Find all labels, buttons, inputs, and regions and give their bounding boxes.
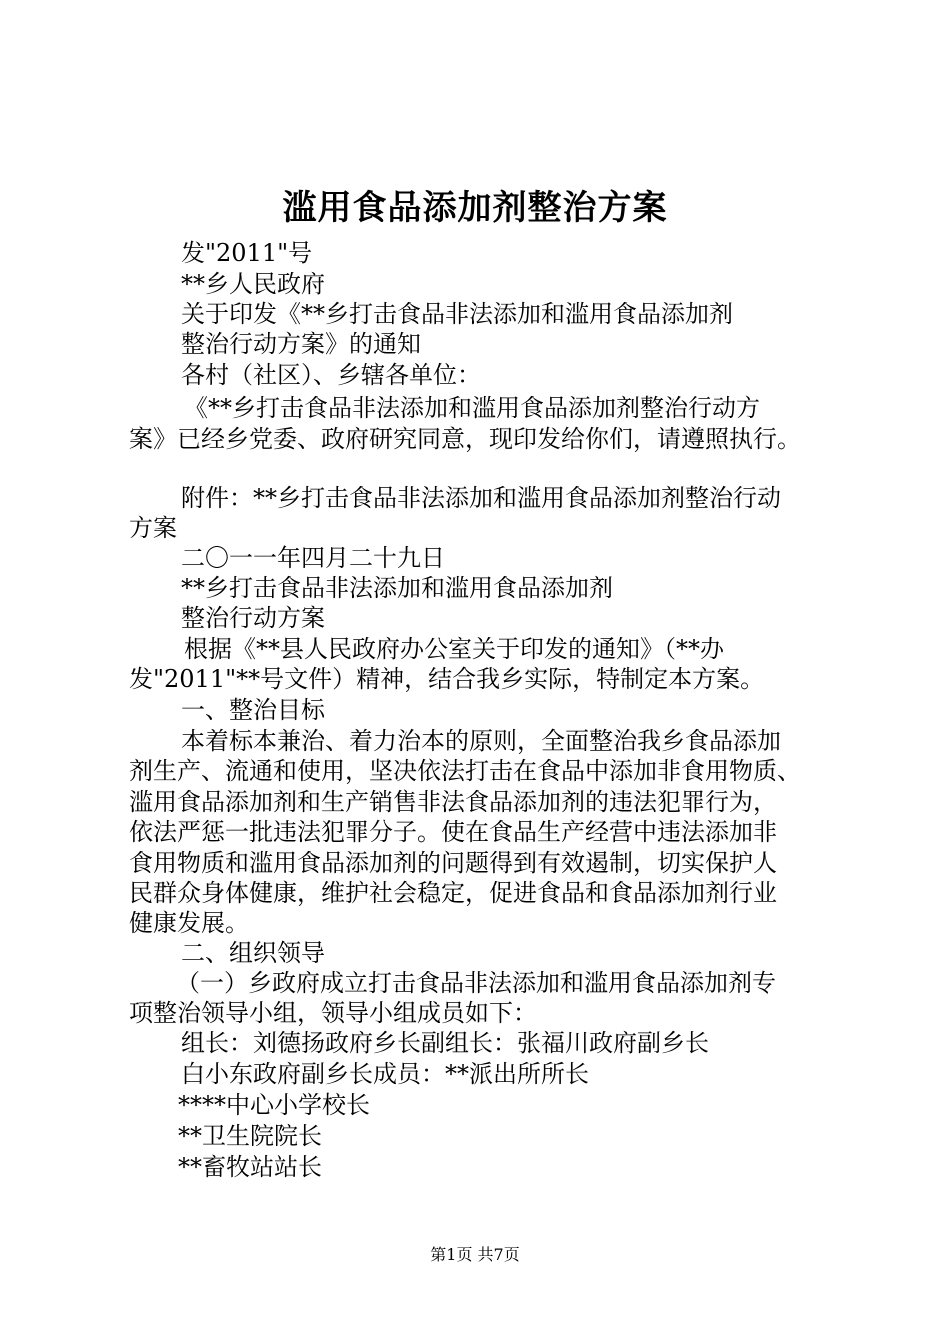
- goal-para-line: 民群众身体健康，维护社会稳定，促进食品和食品添加剂行业: [129, 879, 777, 907]
- doc-number: 发"2011"号: [181, 239, 313, 267]
- page-number-footer: 第1页 共7页: [430, 1245, 520, 1264]
- goal-para-line: 本着标本兼治、着力治本的原则，全面整治我乡食品添加: [181, 727, 781, 755]
- goal-para-line: 滥用食品添加剂和生产销售非法食品添加剂的违法犯罪行为，: [129, 788, 777, 816]
- notice-body-1: 《**乡打击食品非法添加和滥用食品添加剂整治行动方: [184, 394, 760, 422]
- goal-para-line: 剂生产、流通和使用，坚决依法打击在食品中添加非食用物质、: [129, 757, 801, 785]
- goal-para-line: 依法严惩一批违法犯罪分子。使在食品生产经营中违法添加非: [129, 818, 777, 846]
- attachment-line-2: 方案: [129, 514, 177, 542]
- org-para-line-2: 项整治领导小组，领导小组成员如下：: [129, 999, 537, 1027]
- section-heading-1: 一、整治目标: [181, 696, 325, 724]
- plan-title-1: **乡打击食品非法添加和滥用食品添加剂: [181, 574, 613, 602]
- member-line: 组长：刘德扬政府乡长副组长：张福川政府副乡长: [181, 1029, 709, 1057]
- issuer: **乡人民政府: [181, 270, 325, 298]
- intro-line-2: 发"2011"**号文件）精神，结合我乡实际，特制定本方案。: [129, 665, 765, 693]
- member-line: ****中心小学校长: [178, 1091, 370, 1119]
- plan-title-2: 整治行动方案: [181, 604, 325, 632]
- attachment-line-1: 附件：**乡打击食品非法添加和滥用食品添加剂整治行动: [181, 484, 781, 512]
- notice-title-1: 关于印发《**乡打击食品非法添加和滥用食品添加剂: [181, 300, 733, 328]
- intro-line-1: 根据《**县人民政府办公室关于印发的通知》（**办: [184, 635, 724, 663]
- document-title: 滥用食品添加剂整治方案: [282, 188, 668, 228]
- member-line: **卫生院院长: [178, 1122, 322, 1150]
- section-heading-2: 二、组织领导: [181, 939, 325, 967]
- goal-para-line: 健康发展。: [129, 909, 249, 937]
- member-line: 白小东政府副乡长成员：**派出所所长: [181, 1060, 589, 1088]
- member-line: **畜牧站站长: [178, 1153, 322, 1181]
- notice-title-2: 整治行动方案》的通知: [181, 330, 421, 358]
- org-para-line-1: （一）乡政府成立打击食品非法添加和滥用食品添加剂专: [176, 969, 776, 997]
- recipients: 各村（社区）、乡辖各单位：: [181, 361, 481, 389]
- goal-para-line: 食用物质和滥用食品添加剂的问题得到有效遏制，切实保护人: [129, 849, 777, 877]
- notice-body-2: 案》已经乡党委、政府研究同意，现印发给你们，请遵照执行。: [129, 425, 801, 453]
- issue-date: 二〇一一年四月二十九日: [181, 544, 445, 572]
